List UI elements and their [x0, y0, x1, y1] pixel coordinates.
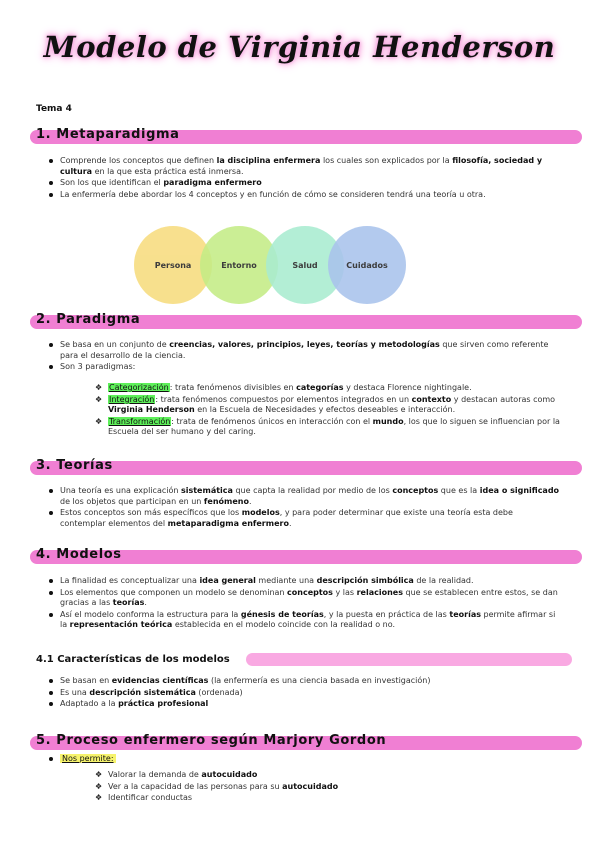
list-item: Así el modelo conforma la estructura para la génesis de teorías, y la puesta en práctica de las teorías permite afirmar si la representación teórica establecida en el modelo coincide con la realidad o no. — [60, 610, 560, 631]
section-1-list — [60, 156, 560, 201]
list-item: Los elementos que componen un modelo se denominan conceptos y las relaciones que se establecen entre estos, se dan gracias a las teorías. — [60, 588, 560, 609]
venn-circle-cuidados: Cuidados — [328, 226, 406, 304]
list-item: Se basan en evidencias científicas (la enfermería es una ciencia basada en investigación) — [60, 676, 560, 687]
list-item: Nos permite: — [60, 754, 560, 765]
section-2-heading: 2. Paradigma — [36, 312, 141, 327]
section-1-heading: 1. Metaparadigma — [36, 127, 180, 142]
subsection-4-1-list — [60, 676, 560, 711]
list-item: ❖ Integración: trata fenómenos compuestos por elementos integrados en un contexto y destacan autoras como Virginia Henderson en la Escuela de Necesidades y efectos deseables e interacción. — [108, 395, 560, 416]
section-4-heading: 4. Modelos — [36, 547, 122, 562]
list-item: Comprende los conceptos que definen la disciplina enfermera los cuales son explicados por la filosofía, sociedad y cultura en la que esta práctica está inmersa. — [60, 156, 560, 177]
section-3-list — [60, 486, 560, 530]
list-item: ❖ Transformación: trata de fenómenos únicos en interacción con el mundo, los que lo siguen se influencian por la Escuela del ser humano y del caring. — [108, 417, 560, 438]
section-3-bar — [30, 461, 582, 475]
topic-label: Tema 4 — [36, 104, 72, 114]
list-item: ❖ Identificar conductas — [108, 793, 560, 804]
paradigm-sublist — [60, 383, 560, 439]
list-item: Son los que identifican el paradigma enfermero — [60, 178, 560, 189]
subsection-4-1-heading: 4.1 Características de los modelos — [36, 654, 230, 665]
list-item: Adaptado a la práctica profesional — [60, 699, 560, 710]
subsection-4-1-bar — [246, 653, 572, 666]
section-3-heading: 3. Teorías — [36, 458, 113, 473]
list-item: Es una descripción sistemática (ordenada) — [60, 688, 560, 699]
list-item: Una teoría es una explicación sistemática que capta la realidad por medio de los conceptos que es la idea o significado de los objetos que participan en un fenómeno. — [60, 486, 560, 506]
metaparadigm-venn-diagram — [130, 226, 420, 308]
section-2-list — [60, 340, 560, 374]
venn-circle-entorno: Entorno — [200, 226, 278, 304]
section-4-list — [60, 576, 560, 632]
venn-circle-salud: Salud — [266, 226, 344, 304]
list-item: La finalidad es conceptualizar una idea general mediante una descripción simbólica de la realidad. — [60, 576, 560, 587]
venn-circle-persona: Persona — [134, 226, 212, 304]
list-item: ❖ Valorar la demanda de autocuidado — [108, 770, 560, 781]
list-item: Estos conceptos son más específicos que los modelos, y para poder determinar que existe una teoría esta debe contemplar elementos del metaparadigma enfermero. — [60, 508, 560, 529]
list-item: La enfermería debe abordar los 4 conceptos y en función de cómo se consideren tendrá una teoría u otra. — [60, 190, 560, 201]
section-5-list — [60, 754, 560, 766]
list-item: ❖ Ver a la capacidad de las personas para su autocuidado — [108, 782, 560, 793]
list-item: ❖ Categorización: trata fenómenos divisibles en categorías y destaca Florence nightingale. — [108, 383, 560, 394]
section-5-heading: 5. Proceso enfermero según Marjory Gordon — [36, 733, 387, 748]
list-item: Se basa en un conjunto de creencias, valores, principios, leyes, teorías y metodologías que sirven como referente para el desarrollo de la ciencia. — [60, 340, 560, 361]
section-5-sublist — [60, 770, 560, 805]
document-title: Modelo de Virginia Henderson — [43, 30, 556, 64]
list-item: Son 3 paradigmas: — [60, 362, 560, 373]
